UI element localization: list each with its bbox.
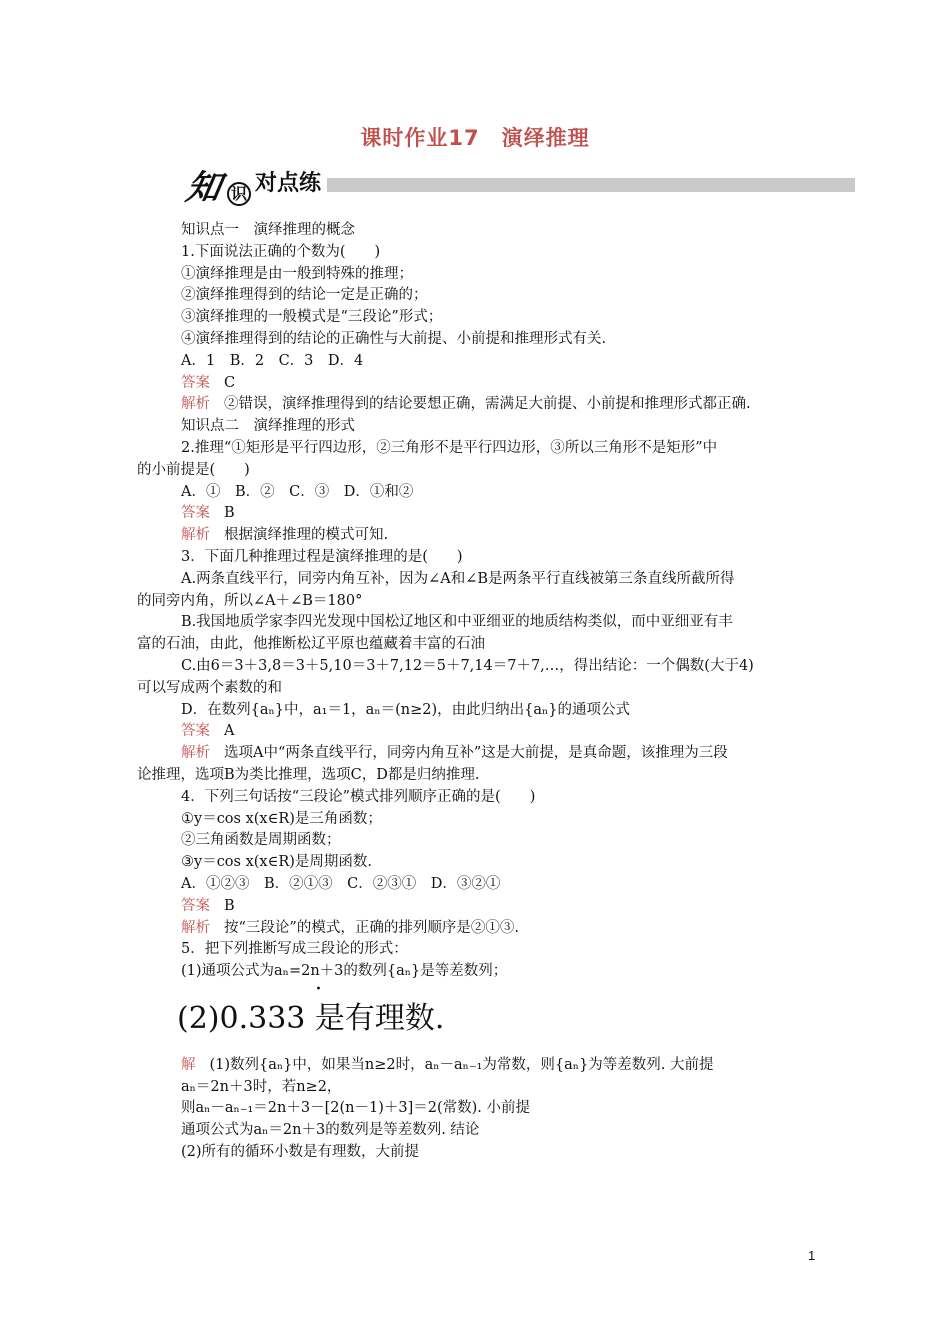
answer-label: 解	[181, 1056, 196, 1073]
text-line	[137, 460, 817, 482]
text-line	[137, 503, 817, 525]
text-line	[137, 765, 817, 787]
answer-label: 答案	[181, 723, 210, 740]
line-text: A．1 B．2 C．3 D．4	[181, 352, 364, 369]
text-line	[137, 591, 817, 613]
line-text: 2.推理“①矩形是平行四边形，②三角形不是平行四边形，③所以三角形不是矩形”中	[181, 439, 718, 456]
text-line	[137, 743, 817, 765]
line-text: 4．下列三句话按“三段论”模式排列顺序正确的是( )	[181, 788, 536, 805]
banner-bar	[327, 178, 855, 192]
banner-title: 对点练	[255, 171, 322, 196]
line-text: B.我国地质学家李四光发现中国松辽地区和中亚细亚的地质结构类似，而中亚细亚有丰	[181, 614, 733, 631]
line-text: 富的石油，由此，他推断松辽平原也蕴藏着丰富的石油	[137, 636, 485, 653]
text-line	[137, 569, 817, 591]
text-line	[137, 852, 817, 874]
text-line	[137, 1055, 817, 1077]
answer-label: 解析	[181, 745, 210, 762]
text-line	[137, 242, 817, 264]
text-line	[137, 416, 817, 438]
line-text: 3．下面几种推理过程是演绎推理的是( )	[181, 548, 463, 565]
line-text: 通项公式为aₙ＝2n＋3的数列是等差数列. 结论	[181, 1122, 480, 1139]
banner-char-shi: 识	[227, 182, 251, 206]
text-line	[137, 525, 817, 547]
line-text: ④演绎推理得到的结论的正确性与大前提、小前提和推理形式有关.	[181, 330, 607, 347]
line-text: 1.下面说法正确的个数为( )	[181, 243, 381, 260]
line-text: (1)数列{aₙ}中，如果当n≥2时，aₙ－aₙ₋₁为常数，则{aₙ}为等差数列. 大前提	[209, 1056, 714, 1073]
answer-label: 答案	[181, 897, 210, 914]
text-line	[137, 482, 817, 504]
text-line	[137, 220, 817, 242]
line-text: (2)所有的循环小数是有理数，大前提	[181, 1144, 420, 1161]
line-text: 根据演绎推理的模式可知.	[224, 527, 389, 544]
answer-label: 答案	[181, 374, 210, 391]
text-line	[137, 809, 817, 831]
text-line	[137, 961, 817, 983]
line-text: D．在数列{aₙ}中，a₁＝1，aₙ＝(n≥2)，由此归纳出{aₙ}的通项公式	[181, 701, 630, 718]
line-text: B	[224, 505, 235, 522]
banner-char-zhi: 知	[182, 168, 224, 208]
line-text: (1)通项公式为aₙ=2n＋3的数列{aₙ}是等差数列；	[181, 963, 508, 980]
answer-label: 解析	[181, 527, 210, 544]
line-text: A	[224, 723, 235, 740]
line-text: A．① B．② C．③ D．①和②	[181, 483, 414, 500]
line-text: A.两条直线平行，同旁内角互补，因为∠A和∠B是两条平行直线被第三条直线所截所得	[181, 570, 735, 587]
document-body	[137, 220, 817, 1164]
line-text: ①演绎推理是由一般到特殊的推理；	[181, 265, 413, 282]
line-text: ②三角函数是周期函数；	[181, 832, 341, 849]
line-text: aₙ＝2n＋3时，若n≥2，	[181, 1078, 342, 1095]
text-line	[137, 307, 817, 329]
text-line	[137, 612, 817, 634]
text-line	[137, 438, 817, 460]
text-line	[137, 918, 817, 940]
text-line	[137, 830, 817, 852]
line-text: ③演绎推理的一般模式是“三段论”形式；	[181, 309, 443, 326]
text-line	[137, 351, 817, 373]
line-text: ②演绎推理得到的结论一定是正确的；	[181, 287, 428, 304]
text-line	[137, 1077, 817, 1099]
answer-label: 答案	[181, 505, 210, 522]
line-text: 的小前提是( )	[137, 461, 250, 478]
line-text: ③y＝cos x(x∈R)是周期函数.	[181, 854, 373, 871]
line-text: 论推理，选项B为类比推理，选项C，D都是归纳推理.	[137, 766, 480, 783]
line-text: 的同旁内角，所以∠A＋∠B＝180°	[137, 592, 363, 609]
answer-label: 解析	[181, 919, 210, 936]
big-line-text: (2)0.333 是有理数.	[177, 1000, 445, 1036]
text-line	[137, 264, 817, 286]
page-number: 1	[808, 1248, 816, 1263]
line-text: 可以写成两个素数的和	[137, 679, 282, 696]
line-text: 选项A中“两条直线平行，同旁内角互补”这是大前提，是真命题，该推理为三段	[224, 745, 728, 762]
line-text: C.由6＝3＋3,8＝3＋5,10＝3＋7,12＝5＋7,14＝7＋7,…，得出结论：一个偶数(大于4)	[181, 657, 754, 674]
repeating-decimal-dot: ·	[315, 976, 322, 1002]
text-line	[137, 700, 817, 722]
page-title: 课时作业17 演绎推理	[360, 126, 590, 150]
line-text: A．①②③ B．②①③ C．②③① D．③②①	[181, 875, 501, 892]
big-line	[137, 976, 817, 1049]
text-line	[137, 1142, 817, 1164]
text-line	[137, 874, 817, 896]
line-text: 则aₙ－aₙ₋₁＝2n＋3－[2(n－1)＋3]＝2(常数). 小前提	[181, 1100, 530, 1117]
lines-after	[137, 1055, 817, 1164]
text-line	[137, 678, 817, 700]
text-line	[137, 1120, 817, 1142]
text-line	[137, 721, 817, 743]
line-text: 5．把下列推断写成三段论的形式：	[181, 941, 408, 958]
line-text: 知识点二 演绎推理的形式	[181, 418, 355, 435]
line-text: 知识点一 演绎推理的概念	[181, 222, 355, 238]
line-text: C	[224, 374, 236, 391]
text-line	[137, 896, 817, 918]
text-line	[137, 394, 817, 416]
text-line	[137, 373, 817, 395]
text-line	[137, 787, 817, 809]
text-line	[137, 1098, 817, 1120]
lines-before	[137, 220, 817, 983]
line-text: 按“三段论”的模式，正确的排列顺序是②①③.	[224, 919, 519, 936]
section-banner	[177, 152, 857, 220]
text-line	[137, 656, 817, 678]
text-line	[137, 547, 817, 569]
line-text: ①y＝cos x(x∈R)是三角函数；	[181, 810, 382, 827]
line-text: ②错误，演绎推理得到的结论要想正确，需满足大前提、小前提和推理形式都正确.	[224, 396, 751, 413]
text-line	[137, 285, 817, 307]
text-line	[137, 939, 817, 961]
line-text: B	[224, 897, 235, 914]
text-line	[137, 329, 817, 351]
answer-label: 解析	[181, 396, 210, 413]
text-line	[137, 634, 817, 656]
